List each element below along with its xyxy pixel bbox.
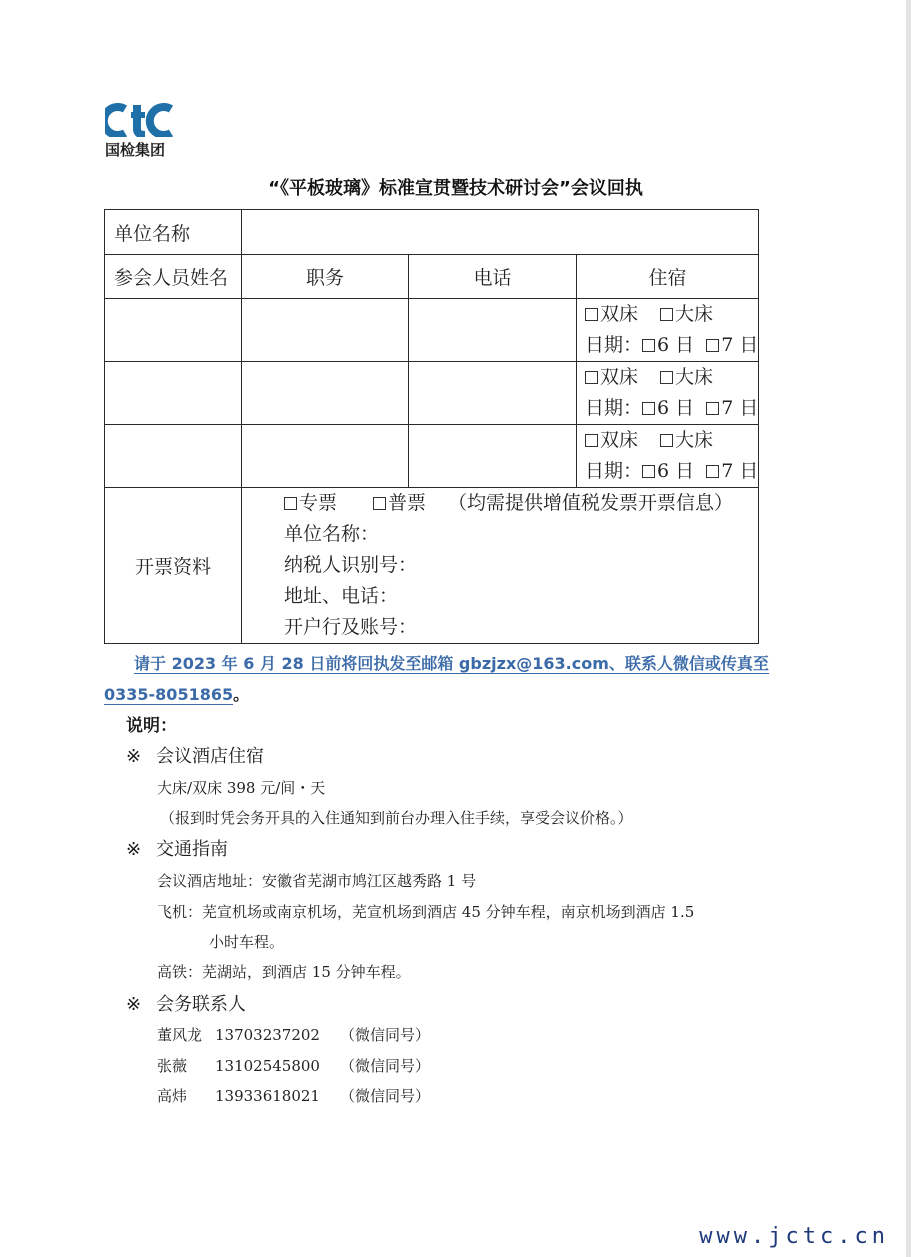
page-title: “《平板玻璃》标准宣贯暨技术研讨会”会议回执: [268, 178, 643, 199]
logo: [105, 103, 185, 163]
king-checkbox[interactable]: [660, 308, 673, 321]
day6-label: 6 日: [657, 397, 695, 419]
day7-checkbox[interactable]: [706, 339, 719, 352]
reference-mark-icon: ※: [126, 746, 142, 767]
traffic-section-title: [126, 835, 228, 861]
contact-row: [157, 1055, 430, 1076]
hotel-remark: （报到时凭会务开具的入住通知到前台办理入住手续，享受会议价格。）: [160, 809, 633, 827]
invoice-field-taxid[interactable]: 纳税人识别号：: [284, 554, 418, 576]
attendee-name-field[interactable]: [105, 299, 242, 362]
lodging-cell: [577, 425, 759, 488]
attendee-title-field[interactable]: [242, 362, 409, 425]
header-lodging: 住宿: [577, 255, 759, 299]
hotel-address: 会议酒店地址：安徽省芜湖市鸠江区越秀路 1 号: [157, 872, 477, 890]
attendee-title-field[interactable]: [242, 425, 409, 488]
day6-label: 6 日: [657, 460, 695, 482]
date-label: 日期：: [585, 334, 643, 356]
contact-note: （微信同号）: [340, 1087, 431, 1105]
attendee-name-field[interactable]: [105, 362, 242, 425]
notice-end: 。: [233, 685, 250, 704]
unit-value-field[interactable]: [242, 210, 759, 255]
lodging-cell: [577, 299, 759, 362]
org-name: 国检集团: [105, 141, 166, 159]
attendee-phone-field[interactable]: [409, 362, 577, 425]
day6-checkbox[interactable]: [642, 465, 655, 478]
contact-row: [157, 1024, 430, 1045]
contacts-title: 会务联系人: [156, 994, 246, 1015]
day6-checkbox[interactable]: [642, 339, 655, 352]
special-invoice-label: 专票: [299, 492, 338, 514]
hotel-price: 大床/双床 398 元/间・天: [157, 779, 326, 797]
traffic-title: 交通指南: [156, 839, 228, 860]
attendee-name-field[interactable]: [105, 425, 242, 488]
twin-label: 双床: [600, 303, 639, 325]
contact-name: 张薇: [157, 1057, 188, 1075]
submit-notice: [104, 648, 784, 710]
contact-phone: 13102545800: [215, 1057, 320, 1075]
rail-info: 高铁：芜湖站，到酒店 15 分钟车程。: [157, 963, 411, 981]
flight-info: 飞机：芜宣机场或南京机场，芜宣机场到酒店 45 分钟车程，南京机场到酒店 1.5: [157, 903, 695, 921]
twin-checkbox[interactable]: [585, 434, 598, 447]
invoice-label: 开票资料: [105, 488, 242, 644]
twin-label: 双床: [600, 429, 639, 451]
hotel-title: 会议酒店住宿: [156, 746, 264, 767]
attendee-title-field[interactable]: [242, 299, 409, 362]
unit-label: 单位名称: [105, 210, 242, 255]
date-label: 日期：: [585, 397, 643, 419]
day7-checkbox[interactable]: [706, 402, 719, 415]
date-label: 日期：: [585, 460, 643, 482]
reference-mark-icon: ※: [126, 994, 142, 1015]
unit-row: [105, 210, 759, 255]
contact-note: （微信同号）: [340, 1057, 431, 1075]
invoice-cell: [242, 488, 759, 644]
watermark: www.jctc.cn: [699, 1224, 889, 1249]
day6-label: 6 日: [657, 334, 695, 356]
invoice-field-address[interactable]: 地址、电话：: [284, 585, 399, 607]
contact-name: 董风龙: [157, 1026, 203, 1044]
invoice-note: （均需提供增值税发票开票信息）: [448, 492, 734, 514]
day6-checkbox[interactable]: [642, 402, 655, 415]
special-invoice-checkbox[interactable]: [284, 497, 297, 510]
attendee-row: [105, 362, 759, 425]
header-title: 职务: [242, 255, 409, 299]
notice-line1: 请于 2023 年 6 月 28 日前将回执发至邮箱 gbzjzx@163.com、联系人微信或传真至: [134, 654, 769, 673]
contact-row: [157, 1085, 430, 1106]
fax-number: 0335-8051865: [104, 685, 234, 704]
day7-label: 7 日: [721, 397, 759, 419]
attendee-phone-field[interactable]: [409, 299, 577, 362]
flight-info-cont: 小时车程。: [209, 933, 285, 951]
ctc-logo-icon: [105, 103, 177, 137]
contact-name: 高炜: [157, 1087, 188, 1105]
reply-form-table: [104, 209, 759, 644]
contact-phone: 13703237202: [215, 1026, 320, 1044]
reference-mark-icon: ※: [126, 839, 142, 860]
invoice-field-bank[interactable]: 开户行及账号：: [284, 616, 418, 638]
twin-checkbox[interactable]: [585, 371, 598, 384]
twin-checkbox[interactable]: [585, 308, 598, 321]
king-label: 大床: [675, 429, 714, 451]
hotel-section-title: [126, 742, 264, 768]
lodging-cell: [577, 362, 759, 425]
invoice-field-unit[interactable]: 单位名称：: [284, 523, 380, 545]
invoice-row: [105, 488, 759, 644]
day7-checkbox[interactable]: [706, 465, 719, 478]
header-phone: 电话: [409, 255, 577, 299]
header-name: 参会人员姓名: [105, 255, 242, 299]
notes-heading: 说明：: [126, 716, 177, 736]
normal-invoice-checkbox[interactable]: [373, 497, 386, 510]
attendee-row: [105, 299, 759, 362]
normal-invoice-label: 普票: [388, 492, 427, 514]
king-label: 大床: [675, 366, 714, 388]
twin-label: 双床: [600, 366, 639, 388]
day7-label: 7 日: [721, 460, 759, 482]
header-row: [105, 255, 759, 299]
king-checkbox[interactable]: [660, 371, 673, 384]
attendee-phone-field[interactable]: [409, 425, 577, 488]
contacts-section-title: [126, 990, 246, 1016]
contact-phone: 13933618021: [215, 1087, 320, 1105]
attendee-row: [105, 425, 759, 488]
contact-note: （微信同号）: [340, 1026, 431, 1044]
king-checkbox[interactable]: [660, 434, 673, 447]
king-label: 大床: [675, 303, 714, 325]
day7-label: 7 日: [721, 334, 759, 356]
